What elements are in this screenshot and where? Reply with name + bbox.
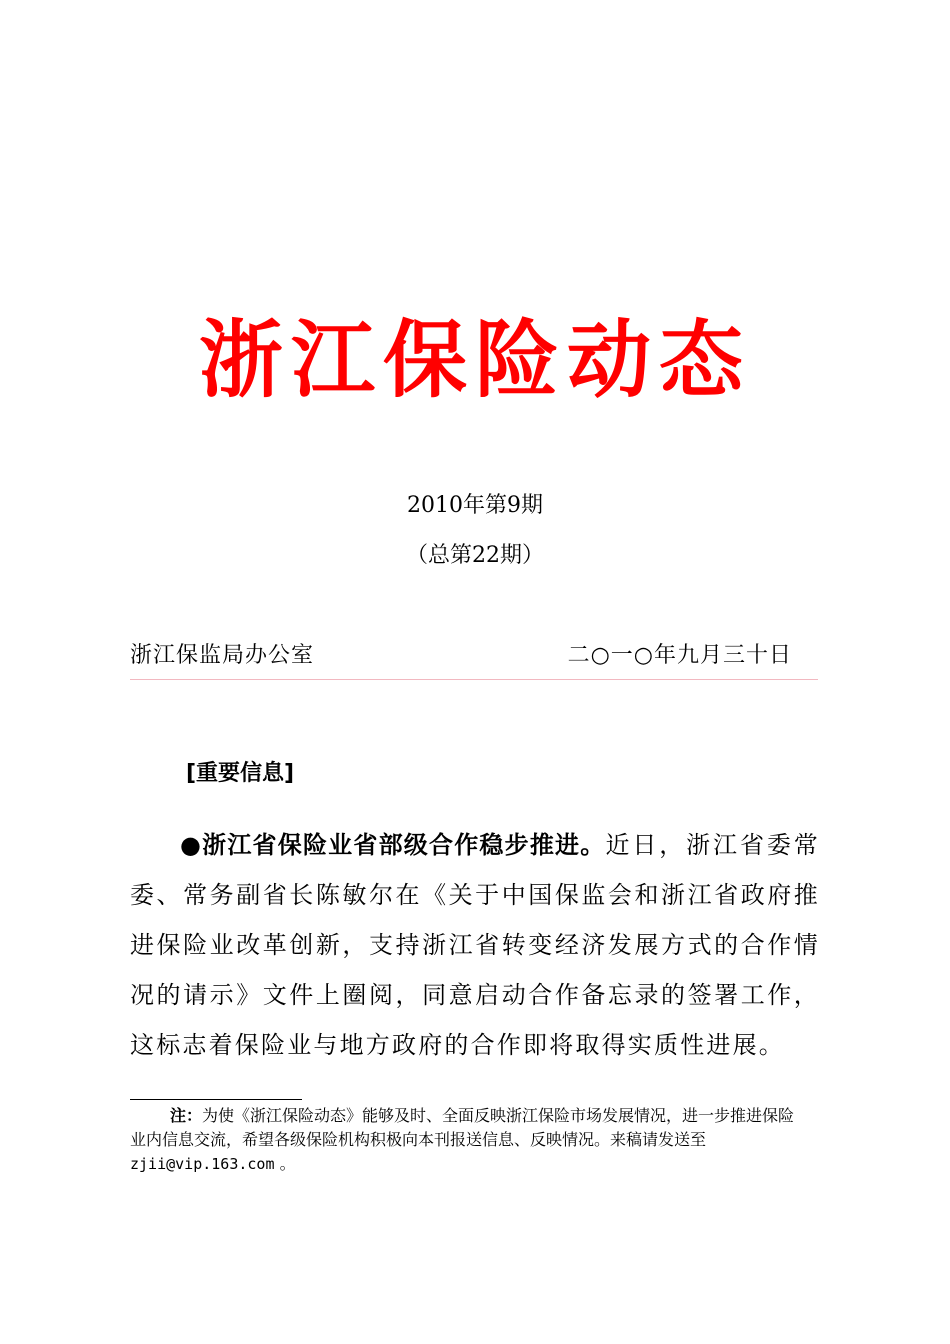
footnote: [130, 1104, 810, 1176]
footnote-label: 注：: [170, 1106, 203, 1125]
footnote-tail: 。: [274, 1154, 296, 1173]
section-heading: [重要信息]: [186, 761, 295, 786]
header-divider: [130, 679, 818, 680]
footnote-divider: [130, 1099, 302, 1100]
issuer-date-row: [130, 638, 818, 668]
masthead-title: 浙江保险动态: [198, 311, 751, 409]
issue-date: 二○一○年九月三十日: [567, 643, 792, 668]
article-lead: ●浙江省保险业省部级合作稳步推进。: [180, 831, 606, 859]
article-body: 近日，浙江省委常委、常务副省长陈敏尔在《关于中国保监会和浙江省政府推进保险业改革创新，支持浙江省转变经济发展方式的合作情况的请示》文件上圈阅，同意启动合作备忘录的签署工作，这标志着保险业与地方政府的合作即将取得实质性进展。: [130, 831, 820, 1059]
footnote-text: 为使《浙江保险动态》能够及时、全面反映浙江保险市场发展情况，进一步推进保险业内信息交流，希望各级保险机构积极向本刊报送信息、反映情况。来稿请发送至: [130, 1106, 795, 1149]
issue-number: 2010年第9期: [407, 493, 543, 518]
article-paragraph: [130, 820, 820, 1070]
footnote-email: zjii@vip.163.com: [130, 1155, 275, 1173]
issuer-name: 浙江保监局办公室: [130, 643, 315, 668]
issue-total-number: （总第22期）: [406, 543, 544, 568]
